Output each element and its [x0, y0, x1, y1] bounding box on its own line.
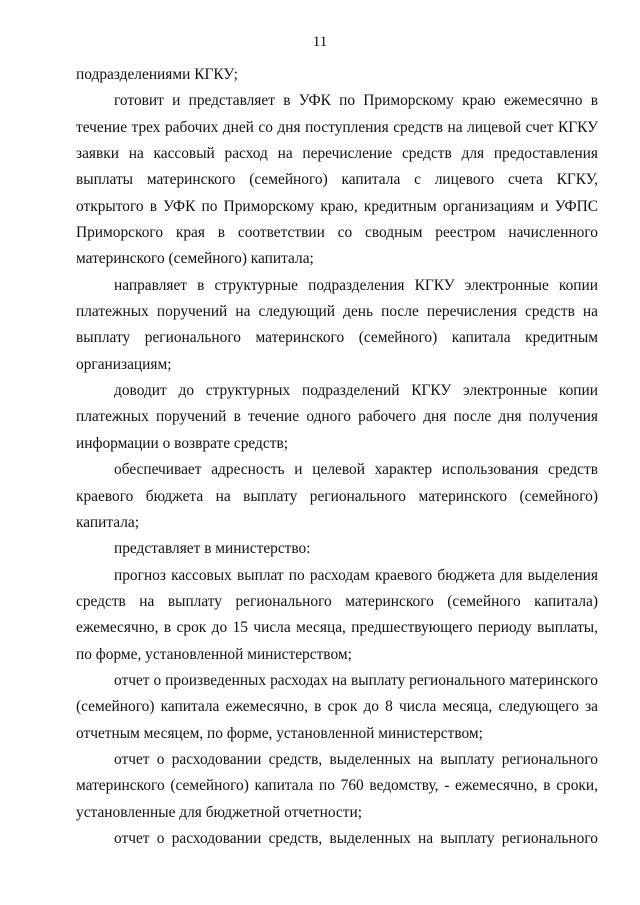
- text-line: материнского (семейного) капитала;: [76, 250, 314, 268]
- text-line: средств на выплату регионального материнского (семейного капитала): [76, 592, 598, 610]
- text-line: отчет о расходовании средств, выделенных на выплату регионального: [114, 750, 598, 768]
- text-line: Приморского края в соответствии со сводным реестром начисленного: [76, 224, 598, 242]
- text-line: краевого бюджета на выплату регионального материнского (семейного): [76, 487, 598, 505]
- text-line: капитала;: [76, 513, 140, 531]
- text-line: материнского (семейного) капитала по 760 ведомству, - ежемесячно, в сроки,: [76, 777, 598, 795]
- text-line: (семейного) капитала ежемесячно, в срок до 8 числа месяца, следующего за: [76, 698, 598, 716]
- text-line: организациям;: [76, 355, 172, 373]
- text-line: по форме, установленной министерством;: [76, 645, 352, 663]
- text-line: платежных поручений в течение одного рабочего дня после дня получения: [76, 408, 598, 426]
- document-body: [76, 62, 598, 852]
- text-line: отчет о расходовании средств, выделенных на выплату регионального: [114, 829, 598, 847]
- text-line: течение трех рабочих дней со дня поступления средств на лицевой счет КГКУ: [76, 118, 598, 136]
- text-line: доводит до структурных подразделений КГКУ электронные копии: [114, 382, 598, 400]
- text-line: отчет о произведенных расходах на выплату регионального материнского: [114, 671, 598, 689]
- text-line: ежемесячно, в срок до 15 числа месяца, предшествующего периоду выплаты,: [76, 619, 598, 637]
- text-line: платежных поручений на следующий день после перечисления средств на: [76, 303, 598, 321]
- text-line: обеспечивает адресность и целевой характер использования средств: [114, 461, 598, 479]
- text-line: выплаты материнского (семейного) капитала с лицевого счета КГКУ,: [76, 171, 598, 189]
- text-line: направляет в структурные подразделения КГКУ электронные копии: [114, 276, 598, 294]
- text-line: прогноз кассовых выплат по расходам краевого бюджета для выделения: [114, 566, 598, 584]
- text-line: установленные для бюджетной отчетности;: [76, 803, 362, 821]
- page-number: 11: [312, 34, 328, 50]
- text-line: готовит и представляет в УФК по Приморскому краю ежемесячно в: [114, 92, 598, 110]
- text-line: выплату регионального материнского (семейного) капитала кредитным: [76, 329, 598, 347]
- text-line: представляет в министерство:: [114, 540, 311, 558]
- text-line: открытого в УФК по Приморскому краю, кредитным организациям и УФПС: [76, 197, 598, 215]
- text-line: отчетным месяцем, по форме, установленной министерством;: [76, 724, 483, 742]
- text-line: подразделениями КГКУ;: [76, 66, 238, 83]
- text-line: информации о возврате средств;: [76, 434, 288, 452]
- text-line: заявки на кассовый расход на перечисление средств для предоставления: [76, 145, 598, 163]
